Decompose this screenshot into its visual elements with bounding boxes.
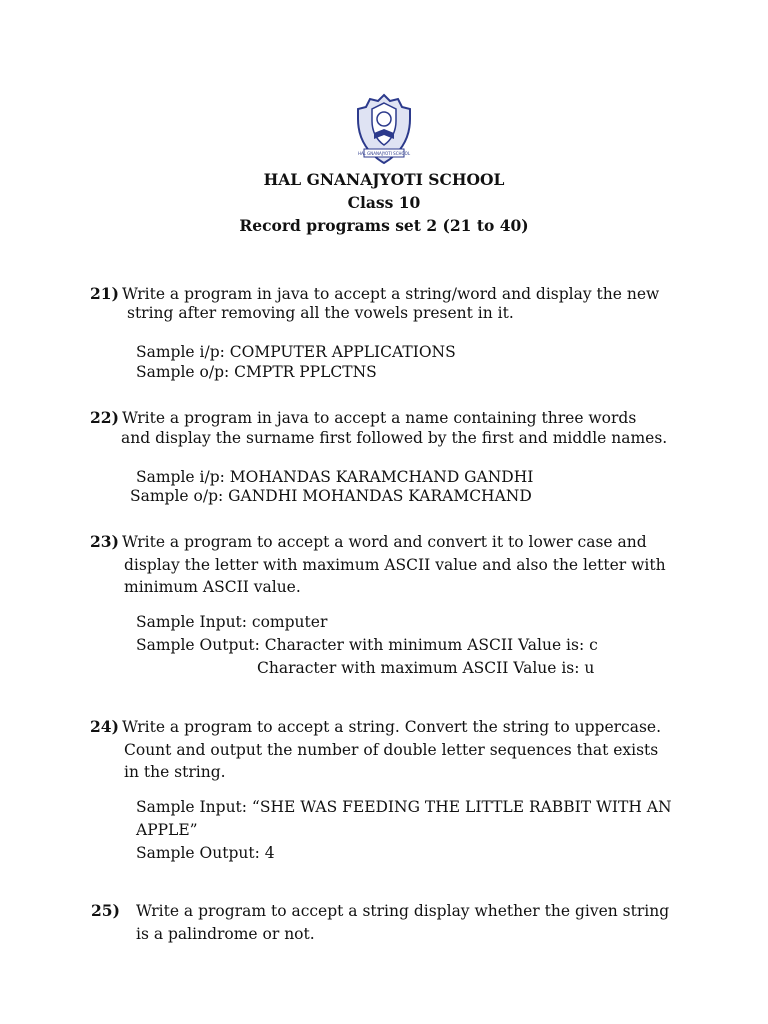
question-24-line-1: Write a program to accept a string. Convert the string to uppercase.	[122, 718, 662, 736]
school-emblem-logo	[352, 93, 416, 165]
sample-input-21: Sample i/p: COMPUTER APPLICATIONS	[136, 343, 456, 361]
set-title: Record programs set 2 (21 to 40)	[239, 216, 529, 235]
question-number-21: 21)	[90, 284, 119, 303]
question-21-line-1: Write a program in java to accept a string/word and display the new	[122, 285, 660, 303]
class-title: Class 10	[347, 193, 421, 212]
sample-input-24-cont: APPLE”	[136, 821, 198, 839]
sample-input-22: Sample i/p: MOHANDAS KARAMCHAND GANDHI	[136, 468, 534, 486]
question-25-line-1: Write a program to accept a string display whether the given string	[136, 902, 670, 920]
question-23-line-3: minimum ASCII value.	[124, 578, 301, 596]
sample-output-22: Sample o/p: GANDHI MOHANDAS KARAMCHAND	[130, 487, 532, 505]
sample-output-24: Sample Output: 4	[136, 844, 275, 862]
question-23-line-2: display the letter with maximum ASCII value and also the letter with	[124, 556, 666, 574]
emblem-caption: HAL GNANAJYOTI SCHOOL	[357, 151, 411, 156]
question-24-line-2: Count and output the number of double letter sequences that exists	[124, 741, 659, 759]
question-23-line-1: Write a program to accept a word and convert it to lower case and	[122, 533, 647, 551]
sample-input-23: Sample Input: computer	[136, 613, 328, 631]
question-number-22: 22)	[90, 408, 119, 427]
question-21-line-2: string after removing all the vowels present in it.	[127, 304, 514, 322]
question-number-25: 25)	[91, 901, 120, 920]
question-25-line-2: is a palindrome or not.	[136, 925, 315, 943]
question-22-line-2: and display the surname first followed by the first and middle names.	[121, 429, 668, 447]
question-22-line-1: Write a program in java to accept a name containing three words	[122, 409, 637, 427]
school-name: HAL GNANAJYOTI SCHOOL	[263, 170, 505, 189]
question-24-line-3: in the string.	[124, 763, 226, 781]
sample-output-23: Sample Output: Character with minimum ASCII Value is: c	[136, 636, 598, 654]
question-number-24: 24)	[90, 717, 119, 736]
question-number-23: 23)	[90, 532, 119, 551]
sample-output-23-cont: Character with maximum ASCII Value is: u	[257, 659, 595, 677]
sample-input-24: Sample Input: “SHE WAS FEEDING THE LITTLE RABBIT WITH AN	[136, 798, 672, 816]
sample-output-21: Sample o/p: CMPTR PPLCTNS	[136, 363, 377, 381]
